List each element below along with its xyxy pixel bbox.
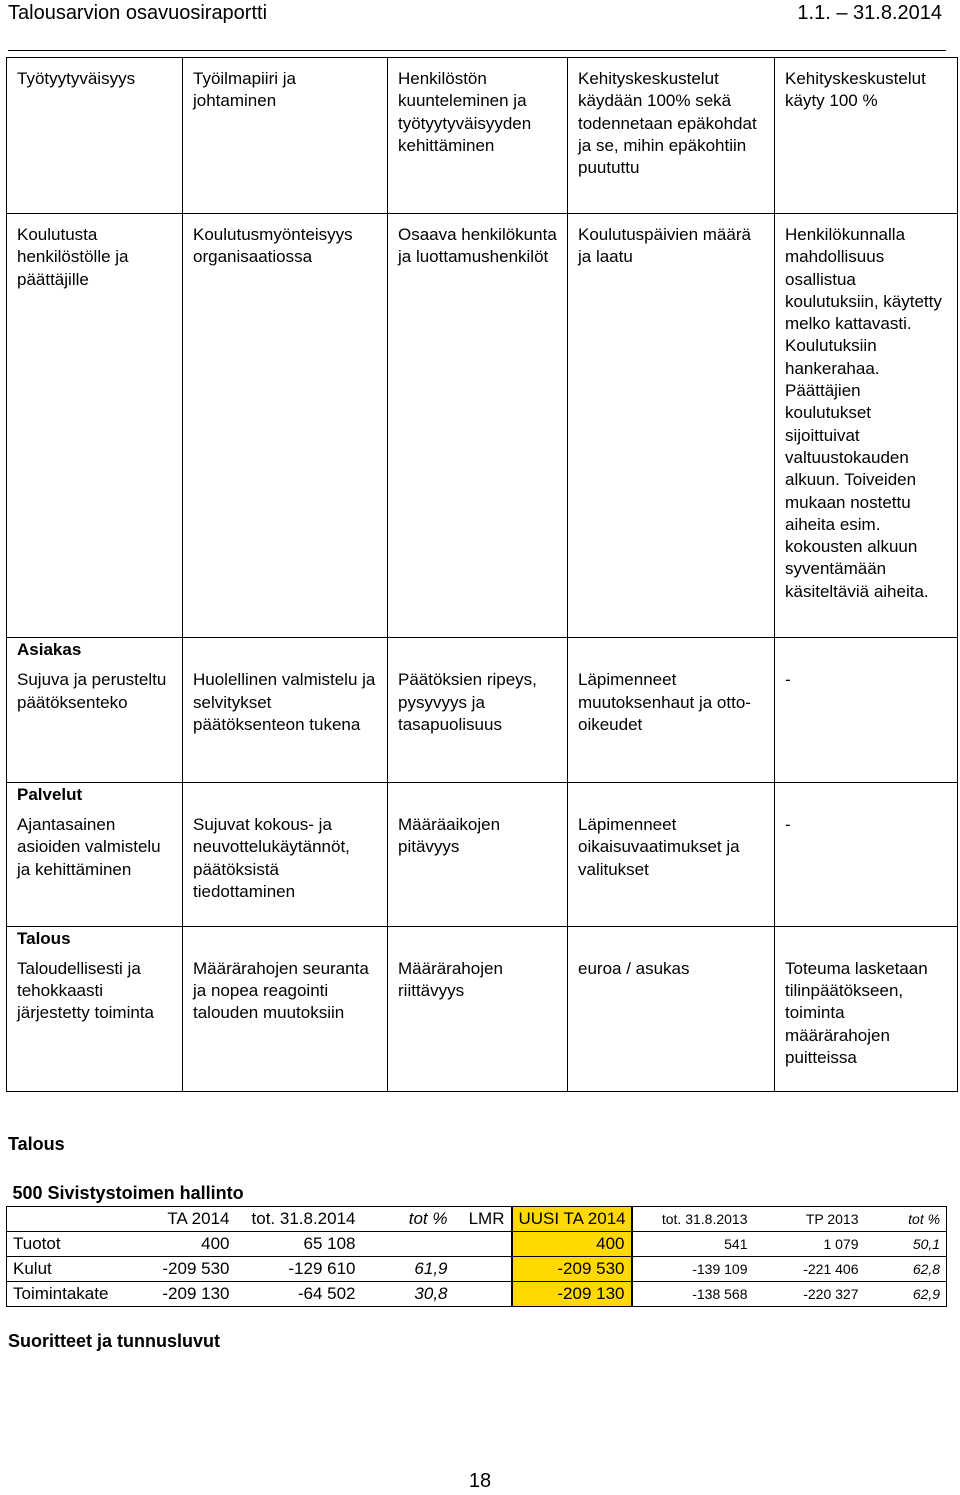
category-row bbox=[7, 926, 958, 956]
goal-cell: Huolellinen valmistelu ja selvitykset päätöksenteon tukena bbox=[183, 667, 388, 782]
goal-cell: Taloudellisesti ja tehokkaasti järjestetty toiminta bbox=[7, 956, 183, 1092]
goal-cell: Koulutusta henkilöstölle ja päättäjille bbox=[7, 214, 183, 638]
table-cell: -209 530 bbox=[145, 1257, 236, 1282]
table-cell bbox=[454, 1257, 512, 1282]
table-cell: 65 108 bbox=[236, 1232, 362, 1257]
report-period: 1.1. – 31.8.2014 bbox=[797, 2, 942, 24]
table-cell: 62,9 bbox=[865, 1282, 947, 1307]
goal-cell: Henkilökunnalla mahdollisuus osallistua koulutuksiin, käytetty melko kattavasti. Koulutuksiin hankerahaa. Päättäjien koulutukset sijoittuivat valtuustokauden alkuun. Toiveiden mukaan nostettu aiheita esim. kokousten alkuun syventämään käsiteltäviä aiheita. bbox=[775, 214, 958, 638]
table-row bbox=[7, 1232, 947, 1257]
table-cell bbox=[362, 1232, 454, 1257]
column-header: tot. 31.8.2014 bbox=[236, 1207, 362, 1232]
table-cell: -209 130 bbox=[512, 1282, 632, 1307]
table-cell: 400 bbox=[512, 1232, 632, 1257]
page-number: 18 bbox=[468, 1470, 492, 1492]
goal-cell: Päätöksien ripeys, pysyvyys ja tasapuolisuus bbox=[388, 667, 568, 782]
goal-cell: - bbox=[775, 667, 958, 782]
table-cell bbox=[454, 1232, 512, 1257]
table-cell: -221 406 bbox=[754, 1257, 865, 1282]
goal-cell: Sujuvat kokous- ja neuvottelukäytännöt, päätöksistä tiedottaminen bbox=[183, 812, 388, 926]
goal-cell: Työtyytyväisyys bbox=[7, 58, 183, 214]
table-cell bbox=[454, 1282, 512, 1307]
table-cell: -220 327 bbox=[754, 1282, 865, 1307]
goal-cell: Osaava henkilökunta ja luottamushenkilöt bbox=[388, 214, 568, 638]
column-header: tot % bbox=[362, 1207, 454, 1232]
table-cell: -209 530 bbox=[512, 1257, 632, 1282]
goal-cell: Läpimenneet oikaisuvaatimukset ja valitukset bbox=[568, 812, 775, 926]
table-cell: -129 610 bbox=[236, 1257, 362, 1282]
report-title: Talousarvion osavuosiraportti bbox=[8, 2, 268, 24]
goal-cell: Sujuva ja perusteltu päätöksenteko bbox=[7, 667, 183, 782]
table-row bbox=[7, 1282, 947, 1307]
finance-table bbox=[6, 1180, 947, 1307]
category-row bbox=[7, 638, 958, 668]
goal-cell: Ajantasainen asioiden valmistelu ja kehittäminen bbox=[7, 812, 183, 926]
column-header: LMR bbox=[454, 1207, 512, 1232]
goals-table bbox=[6, 57, 958, 1092]
column-header: UUSI TA 2014 bbox=[512, 1207, 632, 1232]
row-label: Toimintakate bbox=[7, 1282, 145, 1307]
goal-cell: Määräaikojen pitävyys bbox=[388, 812, 568, 926]
table-cell: 50,1 bbox=[865, 1232, 947, 1257]
goal-cell: Koulutuspäivien määrä ja laatu bbox=[568, 214, 775, 638]
table-cell: 61,9 bbox=[362, 1257, 454, 1282]
category-label: Talous bbox=[7, 926, 183, 956]
goal-cell: Henkilöstön kuunteleminen ja työtyytyväisyyden kehittäminen bbox=[388, 58, 568, 214]
table-cell: -138 568 bbox=[632, 1282, 754, 1307]
table-cell: -64 502 bbox=[236, 1282, 362, 1307]
section-heading-talous: Talous bbox=[8, 1134, 65, 1154]
finance-title: 500 Sivistystoimen hallinto bbox=[12, 1182, 244, 1203]
goal-cell: Koulutusmyönteisyys organisaatiossa bbox=[183, 214, 388, 638]
column-header: TA 2014 bbox=[145, 1207, 236, 1232]
goal-cell: Toteuma lasketaan tilinpäätökseen, toiminta määrärahojen puitteissa bbox=[775, 956, 958, 1092]
table-cell: 62,8 bbox=[865, 1257, 947, 1282]
table-row bbox=[7, 1257, 947, 1282]
goal-cell: Kehityskeskustelut käyty 100 % bbox=[775, 58, 958, 214]
table-row bbox=[7, 58, 958, 214]
category-row bbox=[7, 782, 958, 812]
section-heading-suoritteet: Suoritteet ja tunnusluvut bbox=[8, 1331, 221, 1351]
goal-cell: Määrärahojen seuranta ja nopea reagointi talouden muutoksiin bbox=[183, 956, 388, 1092]
row-label: Kulut bbox=[7, 1257, 145, 1282]
table-cell: 1 079 bbox=[754, 1232, 865, 1257]
category-label: Asiakas bbox=[7, 638, 183, 668]
table-row bbox=[7, 214, 958, 638]
table-cell: 30,8 bbox=[362, 1282, 454, 1307]
row-label: Tuotot bbox=[7, 1232, 145, 1257]
goal-cell: Kehityskeskustelut käydään 100% sekä todennetaan epäkohdat ja se, mihin epäkohtiin puututtu bbox=[568, 58, 775, 214]
table-row bbox=[7, 956, 958, 1092]
table-row bbox=[7, 812, 958, 926]
goal-cell: euroa / asukas bbox=[568, 956, 775, 1092]
column-header: tot. 31.8.2013 bbox=[632, 1207, 754, 1232]
column-header: TP 2013 bbox=[754, 1207, 865, 1232]
table-cell: 400 bbox=[145, 1232, 236, 1257]
category-label: Palvelut bbox=[7, 782, 183, 812]
finance-header-row bbox=[7, 1207, 947, 1232]
page-header bbox=[8, 0, 946, 51]
goal-cell: Läpimenneet muutoksenhaut ja otto-oikeudet bbox=[568, 667, 775, 782]
column-header: tot % bbox=[865, 1207, 947, 1232]
goal-cell: - bbox=[775, 812, 958, 926]
table-row bbox=[7, 667, 958, 782]
goal-cell: Määrärahojen riittävyys bbox=[388, 956, 568, 1092]
goal-cell: Työilmapiiri ja johtaminen bbox=[183, 58, 388, 214]
table-cell: -209 130 bbox=[145, 1282, 236, 1307]
table-cell: -139 109 bbox=[632, 1257, 754, 1282]
table-cell: 541 bbox=[632, 1232, 754, 1257]
